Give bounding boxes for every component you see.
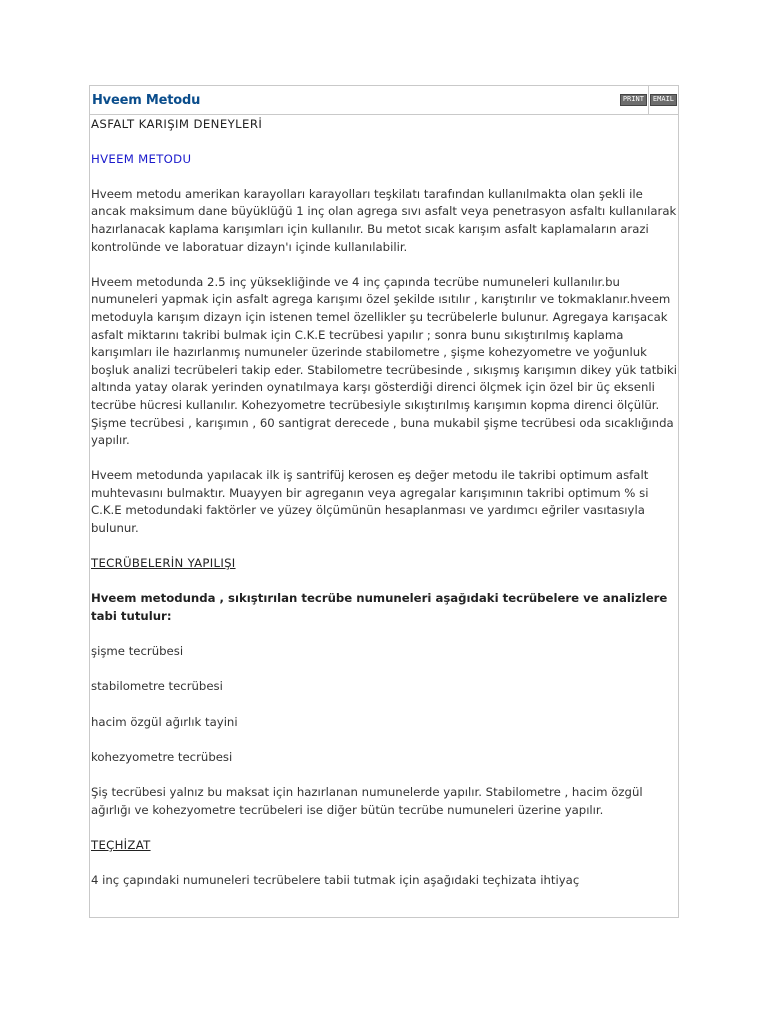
header-tools <box>619 86 678 114</box>
paragraph-4: Şiş tecrübesi yalnız bu maksat için hazırlanan numunelerde yapılır. Stabilometre , hacim özgül ağırlığı ve kohezyometre tecrübeleri ise diğer bütün tecrübe numuneleri üzerine yapılır. <box>91 784 643 817</box>
list-item: kohezyometre tecrübesi <box>91 749 233 764</box>
article-body <box>90 116 678 890</box>
email-button[interactable]: EMAIL <box>650 94 677 106</box>
paragraph-5: 4 inç çapındaki numuneleri tecrübelere tabii tutmak için aşağıdaki teçhizata ihtiyaç <box>91 872 580 887</box>
equipment-heading: TEÇHİZAT <box>91 837 151 852</box>
tests-intro: Hveem metodunda , sıkıştırılan tecrübe numuneleri aşağıdaki tecrübelere ve analizlere tabi tutulur: <box>91 591 668 624</box>
section-title: ASFALT KARIŞIM DENEYLERİ <box>91 117 263 131</box>
tests-heading: TECRÜBELERİN YAPILIŞI <box>91 556 236 571</box>
article-title: Hveem Metodu <box>92 93 201 108</box>
list-item: şişme tecrübesi <box>91 644 184 659</box>
article-frame <box>89 85 679 918</box>
list-item: stabilometre tecrübesi <box>91 679 223 694</box>
method-heading: HVEEM METODU <box>91 151 192 166</box>
paragraph-3: Hveem metodunda yapılacak ilk iş santrifüj kerosen eş değer metodu ile takribi optimum asfalt muhtevasını bulmaktır. Muayyen bir agreganın veya agregalar karışımının takribi optimum % si C.K.E metodundaki faktörler ve yüzey ölçümünün hesaplanması ve yardımcı eğriler vasıtasıyla bulunur. <box>91 468 649 536</box>
print-cell <box>619 86 648 114</box>
article-header <box>90 86 678 115</box>
print-button[interactable]: PRINT <box>620 94 647 106</box>
paragraph-2: Hveem metodunda 2.5 inç yüksekliğinde ve 4 inç çapında tecrübe numuneleri kullanılır.bu numuneleri yapmak için asfalt agrega karışımı özel şekilde ısıtılır , karıştırılır ve tokmaklanır.hveem metoduyla karışım dizayn için istenen temel özellikler şu tecrübelerle bulunur. Agregaya karışacak asfalt miktarını takribi bulmak için C.K.E tecrübesi yapılır ; sonra bunu sıkıştırılmış kaplama karışımları ile hazırlanmış numuneler üzerinde stabilometre , şişme kohezyometre ve yoğunluk boşluk analizi tecrübeleri takip eder. Stabilometre tecrübesinde , sıkışmış karışımın dikey yük tatbiki altında yatay olarak yerinden oynatılmaya karşı gösterdiği direnci ölçmek için özel bir üç eksenli tecrübe hücresi kullanılır. Kohezyometre tecrübesiyle sıkıştırılmış karışımın kopma direnci ölçülür. Şişme tecrübesi , karışımın , 60 santigrat derecede , buna mukabil şişme tecrübesi oda sıcaklığında yapılır. <box>91 274 677 448</box>
paragraph-1: Hveem metodu amerikan karayolları karayolları teşkilatı tarafından kullanılmakta olan şekli ile ancak maksimum dane büyüklüğü 1 inç olan agrega sıvı asfalt veya penetrasyon asfaltı kullanılarak hazırlanacak kaplama karışımları için kullanılır. Bu metot sıcak karışım asfalt kaplamaların arazi kontrolünde ve laboratuar dizayn'ı içinde kullanılabilir. <box>91 186 677 254</box>
list-item: hacim özgül ağırlık tayini <box>91 714 238 729</box>
email-cell <box>648 86 678 114</box>
